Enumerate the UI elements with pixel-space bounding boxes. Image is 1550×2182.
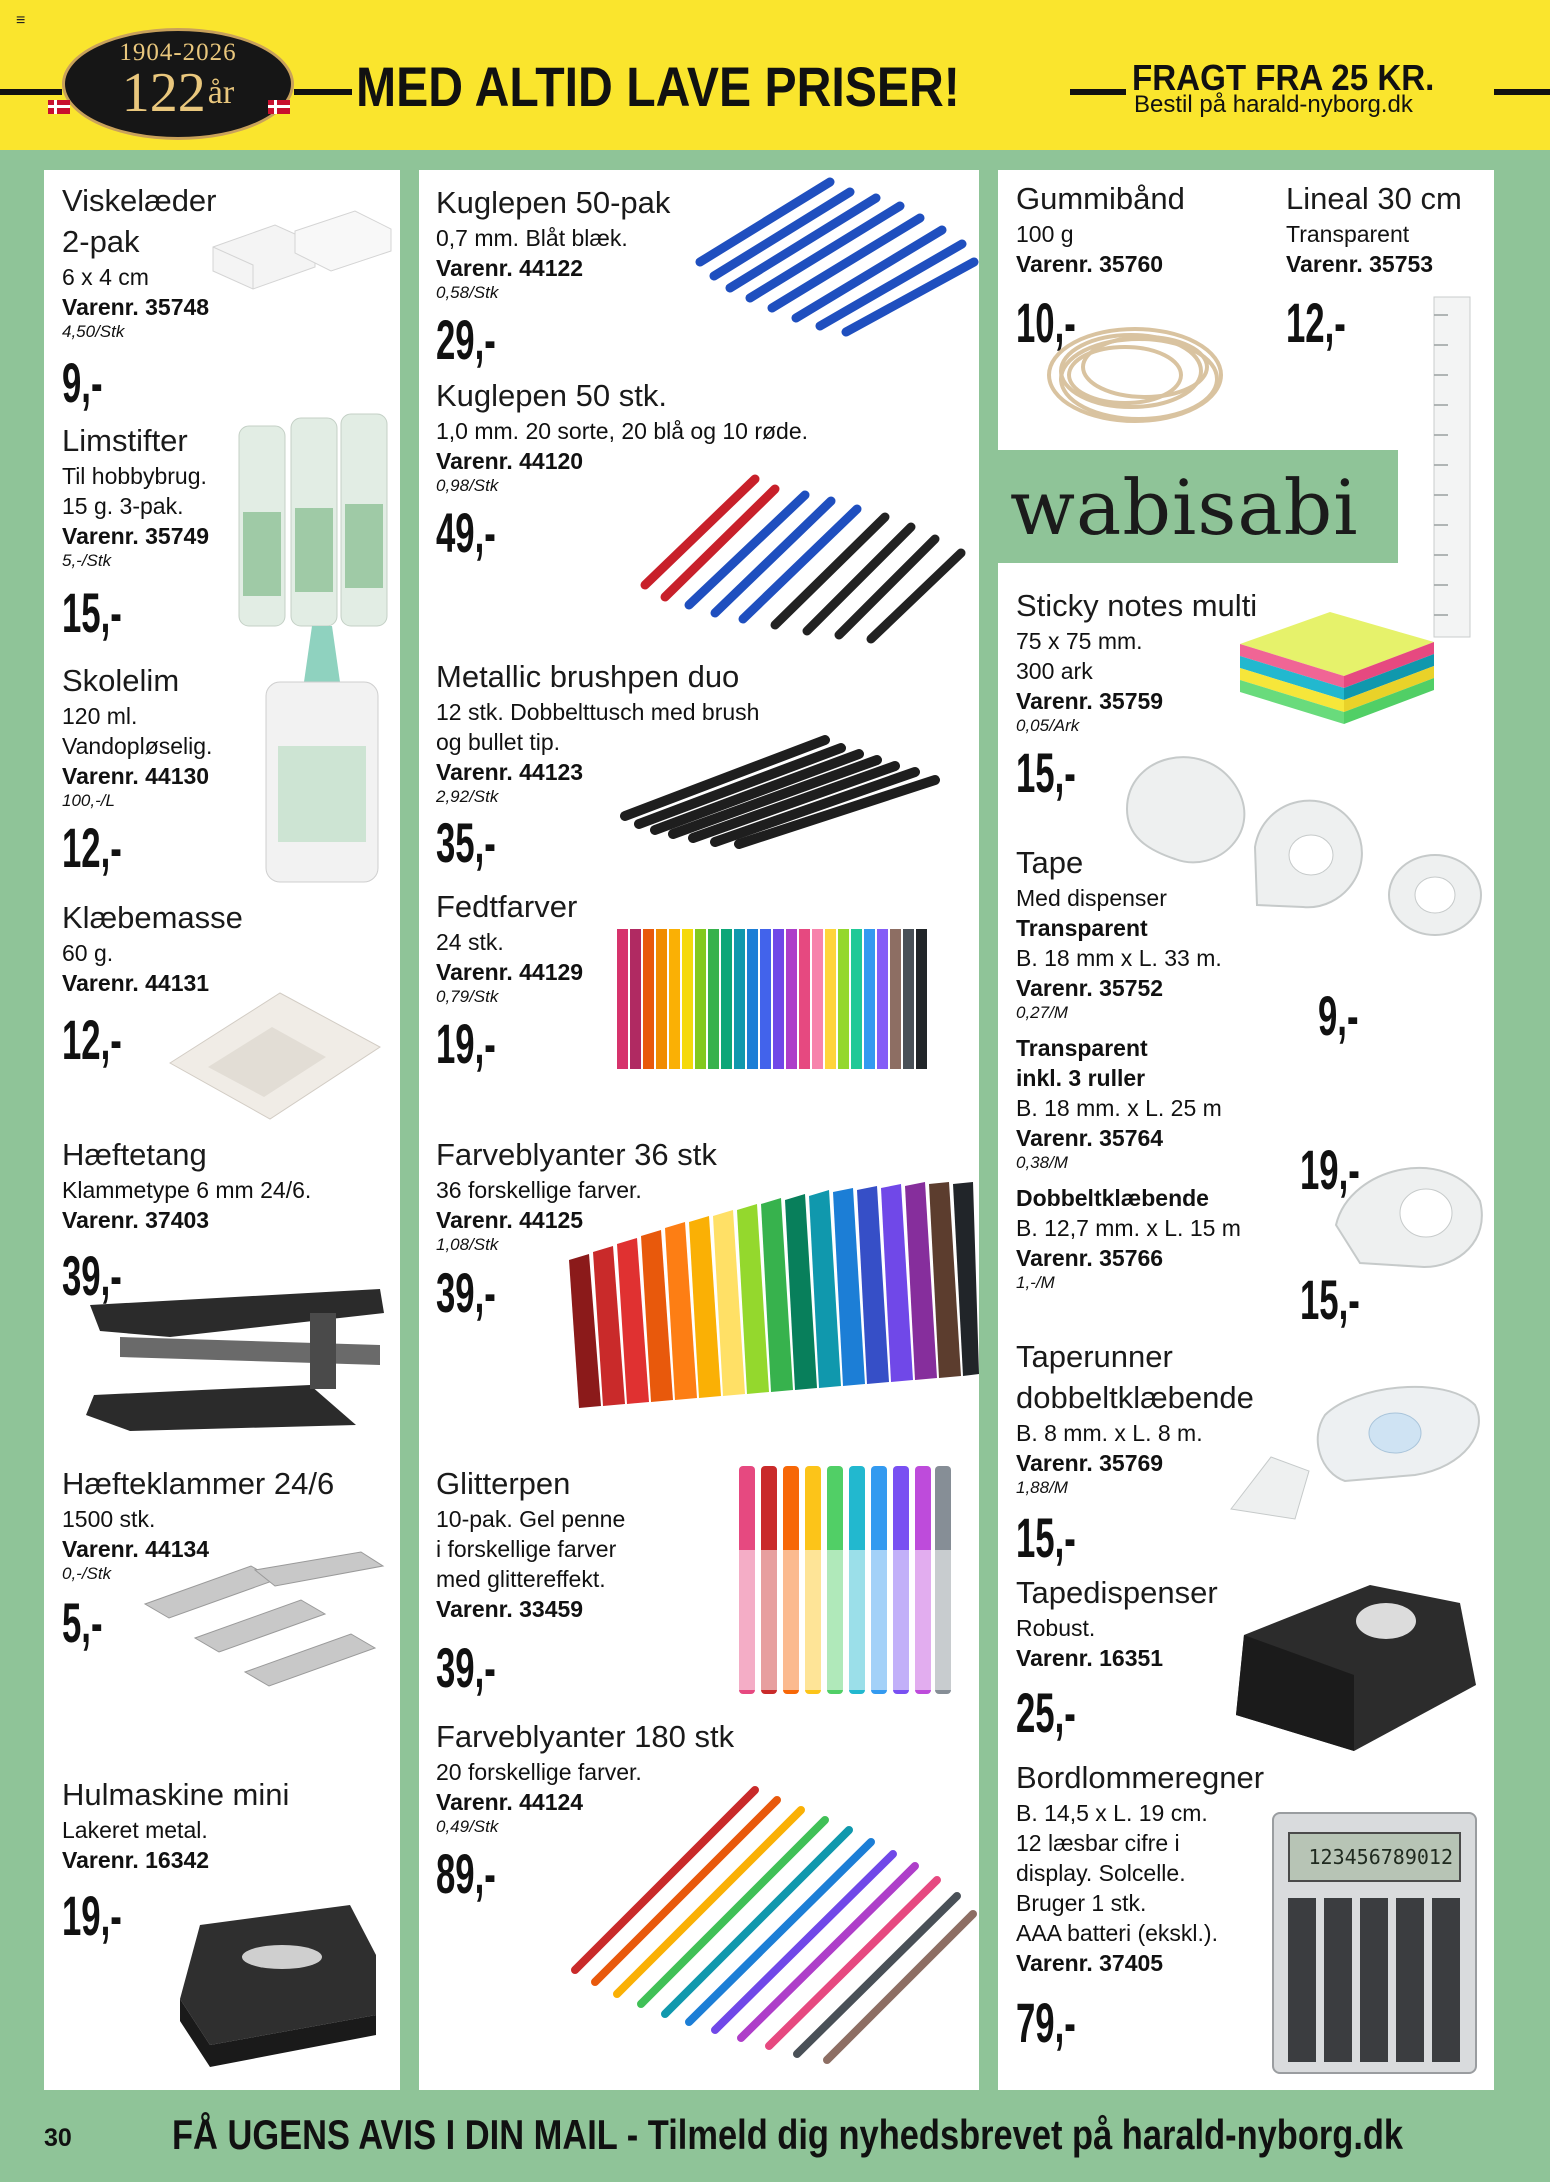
stapler-image (80, 1285, 390, 1435)
eraser-image (205, 205, 395, 295)
product-title: Bordlommeregner (1016, 1760, 1265, 1795)
product-title: Limstifter (62, 423, 188, 458)
product-sku: Varenr. 35764 (1016, 1125, 1164, 1151)
product-sku: Varenr. 35748 (62, 294, 210, 320)
mixed-pens-image (635, 465, 975, 645)
price-tag: 5,- (62, 1591, 103, 1654)
flag-icon (268, 100, 290, 114)
price-tag: 15,- (1016, 1506, 1076, 1569)
product-sku: Varenr. 35752 (1016, 975, 1164, 1001)
product-detail: 120 ml. (62, 703, 138, 729)
logo-years: 1904-2026 (119, 39, 237, 66)
glue-stick-image (235, 412, 391, 634)
product-title: dobbeltklæbende (1016, 1380, 1254, 1415)
product-detail: 1,0 mm. 20 sorte, 20 blå og 10 røde. (436, 418, 809, 444)
product-sku: Varenr. 44124 (436, 1789, 584, 1815)
product-sku: Varenr. 44120 (436, 448, 584, 474)
price-tag: 9,- (1318, 984, 1359, 1047)
product-detail: 60 g. (62, 940, 114, 966)
product-detail: 12 læsbar cifre i (1016, 1830, 1180, 1856)
product-title: Klæbemasse (62, 900, 243, 935)
rubber-bands-image (1035, 305, 1235, 445)
product-card[interactable] (1016, 1336, 1254, 1498)
product-detail: Klammetype 6 mm 24/6. (62, 1177, 312, 1203)
product-sku: Varenr. 35759 (1016, 688, 1164, 714)
unit-price: 0,27/M (1016, 1003, 1068, 1022)
unit-price: 1,08/Stk (436, 1235, 499, 1254)
unit-price: 0,05/Ark (1016, 716, 1080, 735)
product-detail: B. 8 mm. x L. 8 m. (1016, 1420, 1203, 1446)
product-title: Tape (1016, 845, 1084, 880)
product-detail: 15 g. 3-pak. (62, 493, 184, 519)
tape-runner-image (1225, 1375, 1485, 1525)
glitter-pens-image (735, 1460, 955, 1700)
product-card[interactable] (1286, 178, 1462, 279)
product-sku: Varenr. 33459 (436, 1596, 584, 1622)
product-card[interactable] (436, 182, 670, 303)
unit-price: 5,-/Stk (62, 551, 112, 570)
product-detail: med glittereffekt. (436, 1566, 606, 1592)
variant-name: inkl. 3 ruller (1016, 1065, 1146, 1091)
unit-price: 0,79/Stk (436, 987, 499, 1006)
product-card[interactable] (1016, 585, 1257, 736)
product-card[interactable] (62, 180, 217, 342)
variant-detail: B. 12,7 mm. x L. 15 m (1016, 1215, 1241, 1241)
price-tag: 39,- (62, 1244, 122, 1307)
banner-rule-left (0, 89, 62, 95)
product-detail: 36 forskellige farver. (436, 1177, 642, 1203)
product-card[interactable] (62, 1774, 289, 1875)
hole-punch-image (170, 1895, 385, 2075)
price-tag: 10,- (1016, 291, 1076, 354)
product-title: Farveblyanter 180 stk (436, 1719, 735, 1754)
price-tag: 49,- (436, 501, 496, 564)
price-tag: 19,- (436, 1012, 496, 1075)
flag-icon (48, 100, 70, 114)
product-title: Sticky notes multi (1016, 588, 1258, 623)
product-detail: 10-pak. Gel penne (436, 1506, 626, 1532)
product-detail: Bruger 1 stk. (1016, 1890, 1147, 1916)
variant-detail: B. 18 mm. x L. 25 m (1016, 1095, 1222, 1121)
product-card[interactable] (1016, 1757, 1264, 1978)
price-tag: 39,- (436, 1636, 496, 1699)
product-title: Skolelim (62, 663, 180, 698)
product-title: Metallic brushpen duo (436, 659, 740, 694)
tape-roll-image (1330, 1145, 1490, 1275)
banner-rule-right (1070, 89, 1126, 95)
desk-tape-dispenser-image (1230, 1575, 1480, 1760)
hamburger-icon[interactable]: ≡ (16, 12, 26, 29)
product-card[interactable] (1016, 178, 1185, 279)
product-title: Taperunner (1016, 1339, 1173, 1374)
product-detail: 75 x 75 mm. (1016, 628, 1143, 654)
wabisabi-logo: wabisabi (998, 450, 1398, 563)
product-card[interactable] (62, 1134, 311, 1235)
top-banner (0, 0, 1550, 150)
variant-detail: B. 18 mm x L. 33 m. (1016, 945, 1222, 971)
product-title: 2-pak (62, 224, 140, 259)
order-note: Bestil på harald-nyborg.dk (1134, 91, 1413, 118)
tape-dispenser-image (1115, 735, 1490, 945)
product-detail: Robust. (1016, 1615, 1096, 1641)
product-title: Farveblyanter 36 stk (436, 1137, 717, 1172)
freight-note: FRAGT FRA 25 KR. (1132, 57, 1435, 98)
product-title: Tapedispenser (1016, 1575, 1218, 1610)
product-detail: 20 forskellige farver. (436, 1759, 642, 1785)
product-card[interactable] (436, 886, 583, 1007)
colored-pencils-36-image (565, 1180, 980, 1410)
product-sku: Varenr. 35753 (1286, 251, 1434, 277)
unit-price: 0,-/Stk (62, 1564, 112, 1583)
product-title: Lineal 30 cm (1286, 181, 1462, 216)
colored-pencils-180-image (565, 1770, 980, 2070)
calculator-display: 123456789012 (1288, 1832, 1461, 1882)
product-sku: Varenr. 44125 (436, 1207, 584, 1233)
product-sku: Varenr. 35760 (1016, 251, 1164, 277)
price-tag: 12,- (62, 816, 122, 879)
product-sku: Varenr. 35766 (1016, 1245, 1164, 1271)
staples-image (135, 1550, 390, 1700)
product-detail: i forskellige farver (436, 1536, 617, 1562)
slogan: MED ALTID LAVE PRISER! (356, 55, 960, 118)
price-tag: 39,- (436, 1261, 496, 1324)
product-sku: Varenr. 44129 (436, 959, 584, 985)
logo-number: $122^{år}$ (121, 62, 235, 124)
unit-price: 1,-/M (1016, 1273, 1055, 1292)
unit-price: 0,49/Stk (436, 1817, 499, 1836)
price-tag: 79,- (1016, 1991, 1076, 2054)
product-sku: Varenr. 37405 (1016, 1950, 1164, 1976)
product-detail: Vandopløselig. (62, 733, 213, 759)
product-detail: B. 14,5 x L. 19 cm. (1016, 1800, 1208, 1826)
calculator-image (1272, 1812, 1477, 2074)
product-title: Hæfteklammer 24/6 (62, 1466, 335, 1501)
product-detail: Med dispenser (1016, 885, 1167, 911)
product-sku: Varenr. 44131 (62, 970, 210, 996)
unit-price: 2,92/Stk (436, 787, 499, 806)
product-sku: Varenr. 35749 (62, 523, 210, 549)
product-detail: 300 ark (1016, 658, 1093, 684)
price-tag: 25,- (1016, 1681, 1076, 1744)
product-detail: Transparent (1286, 221, 1410, 247)
product-sku: Varenr. 44123 (436, 759, 584, 785)
product-detail: 24 stk. (436, 929, 504, 955)
product-sku: Varenr. 44130 (62, 763, 210, 789)
product-title: Kuglepen 50-pak (436, 185, 671, 220)
product-sku: Varenr. 44122 (436, 255, 584, 281)
price-tag: 19,- (62, 1884, 122, 1947)
unit-price: 0,38/M (1016, 1153, 1068, 1172)
crayons-image (615, 915, 955, 1070)
price-tag: 29,- (436, 308, 496, 371)
calculator-keys (1288, 1898, 1461, 2062)
school-glue-image (260, 622, 385, 888)
product-title: Hæftetang (62, 1137, 207, 1172)
product-detail: 12 stk. Dobbelttusch med brush (436, 699, 760, 725)
product-detail: AAA batteri (ekskl.). (1016, 1920, 1218, 1946)
product-sku: Varenr. 16342 (62, 1847, 210, 1873)
price-tag: 9,- (62, 351, 103, 414)
price-tag: 15,- (1016, 741, 1076, 804)
adhesive-putty-image (160, 985, 390, 1125)
product-detail: display. Solcelle. (1016, 1860, 1186, 1886)
product-card[interactable] (436, 1463, 625, 1624)
page-number: 30 (44, 2124, 72, 2152)
variant-name: Dobbeltklæbende (1016, 1185, 1209, 1211)
unit-price: 4,50/Stk (62, 322, 125, 341)
product-title: Gummibånd (1016, 181, 1185, 216)
product-detail: Til hobbybrug. (62, 463, 207, 489)
price-tag: 89,- (436, 1842, 496, 1905)
variant-name: Transparent (1016, 1035, 1148, 1061)
product-card[interactable] (62, 660, 212, 811)
newsletter-banner[interactable]: FÅ UGENS AVIS I DIN MAIL - Tilmeld dig nyhedsbrevet på harald-nyborg.dk (172, 2111, 1404, 2158)
product-sku: Varenr. 37403 (62, 1207, 210, 1233)
ruler-image (1430, 295, 1475, 640)
product-sku: Varenr. 35769 (1016, 1450, 1164, 1476)
variant-name: Transparent (1016, 915, 1148, 941)
product-detail: 0,7 mm. Blåt blæk. (436, 225, 628, 251)
price-tag: 15,- (62, 581, 122, 644)
banner-rule-mid (294, 89, 352, 95)
anniversary-logo (62, 28, 294, 140)
unit-price: 0,98/Stk (436, 476, 499, 495)
sticky-notes-image (1230, 606, 1440, 741)
product-detail: 100 g (1016, 221, 1074, 247)
price-tag: 12,- (62, 1008, 122, 1071)
product-title: Glitterpen (436, 1466, 571, 1501)
product-sku: Varenr. 44134 (62, 1536, 210, 1562)
price-tag: 12,- (1286, 291, 1346, 354)
price-tag: 35,- (436, 811, 496, 874)
product-card[interactable] (62, 897, 243, 998)
brush-pens-image (615, 730, 955, 850)
product-card[interactable] (62, 420, 209, 571)
product-detail: 1500 stk. (62, 1506, 156, 1532)
unit-price: 100,-/L (62, 791, 115, 810)
unit-price: 1,88/M (1016, 1478, 1068, 1497)
banner-rule-end (1494, 89, 1550, 95)
product-title: Kuglepen 50 stk. (436, 378, 667, 413)
price-tag: 19,- (1300, 1138, 1360, 1201)
product-title: Fedtfarver (436, 889, 578, 924)
product-detail: 6 x 4 cm (62, 264, 149, 290)
product-title: Hulmaskine mini (62, 1777, 290, 1812)
price-tag: 15,- (1300, 1268, 1360, 1331)
unit-price: 0,58/Stk (436, 283, 499, 302)
product-card[interactable] (1016, 1572, 1218, 1673)
blue-pens-image (680, 172, 980, 342)
product-detail: og bullet tip. (436, 729, 561, 755)
product-detail: Lakeret metal. (62, 1817, 208, 1843)
product-title: Viskelæder (62, 183, 217, 218)
product-sku: Varenr. 16351 (1016, 1645, 1164, 1671)
